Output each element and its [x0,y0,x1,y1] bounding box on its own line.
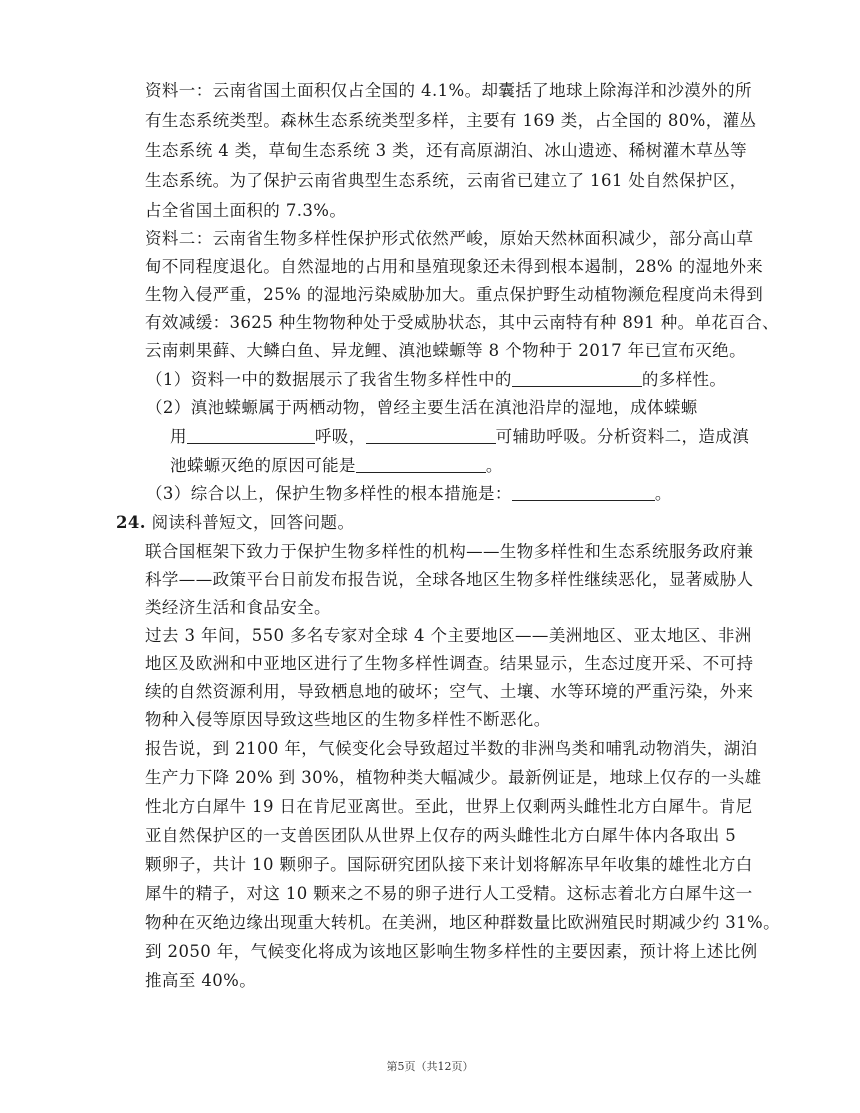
para1-line-1: 联合国框架下致力于保护生物多样性的机构——生物多样性和生态系统服务政府兼 [145,542,754,561]
question-2-text-c: 可辅助呼吸。分析资料二，造成滇 [495,427,750,446]
material2-line-1: 资料二：云南省生物多样性保护形式依然严峻，原始天然林面积减少，部分高山草 [145,229,754,248]
material2-line-5: 云南刺果藓、大鳞白鱼、异龙鲤、滇池蝾螈等 8 个物种于 2017 年已宣布灭绝。 [145,341,746,360]
answer-blank-1[interactable] [512,370,642,387]
question-2-text-b: 呼吸， [314,427,366,446]
answer-blank-2b[interactable] [366,427,496,444]
material1-line-2: 有生态系统类型。森林生态系统类型多样，主要有 169 类，占全国的 80%，灌丛 [145,111,757,130]
question-number: 24. [116,513,146,532]
question-2-line-3 [170,456,503,476]
question-24-title: 阅读科普短文，回答问题。 [151,513,355,532]
material1-line-5: 占全省国土面积的 7.3%。 [145,201,347,220]
para2-line-4: 物种入侵等原因导致这些地区的生物多样性不断恶化。 [145,710,551,729]
para3-line-5: 颗卵子，共计 10 颗卵子。国际研究团队接下来计划将解冻早年收集的雄性北方白 [145,855,753,874]
para3-line-2: 生产力下降 20% 到 30%，植物种类大幅减少。最新例证是，地球上仅存的一头雄 [145,768,762,787]
material2-line-2: 甸不同程度退化。自然湿地的占用和垦殖现象还未得到根本遏制，28% 的湿地外来 [145,257,764,276]
para1-line-3: 类经济生活和食品安全。 [145,598,331,617]
para2-line-2: 地区及欧洲和中亚地区进行了生物多样性调查。结果显示，生态过度开采、不可持 [145,654,754,673]
para3-line-4: 亚自然保护区的一支兽医团队从世界上仅存的两头雌性北方白犀牛体内各取出 5 [145,826,737,845]
material1-line-1: 资料一：云南省国土面积仅占全国的 4.1%。却囊括了地球上除海洋和沙漠外的所 [145,81,752,100]
question-2-line-1: （2）滇池蝾螈属于两栖动物，曾经主要生活在滇池沿岸的湿地，成体蝾螈 [146,398,698,417]
question-1 [146,370,726,390]
question-3-text: （3）综合以上，保护生物多样性的根本措施是： [146,484,512,503]
material1-line-4: 生态系统。为了保护云南省典型生态系统，云南省已建立了 161 处自然保护区， [145,171,747,190]
question-2-text-e: 。 [485,456,503,475]
answer-blank-2a[interactable] [187,427,315,444]
question-1-text: （1）资料一中的数据展示了我省生物多样性中的 [146,370,512,389]
para3-line-1: 报告说，到 2100 年，气候变化会导致超过半数的非洲鸟类和哺乳动物消失，湖泊 [145,739,758,758]
material1-line-3: 生态系统 4 类，草甸生态系统 3 类，还有高原湖泊、冰山遗迹、稀树灌木草丛等 [145,141,748,160]
para3-line-7: 物种在灭绝边缘出现重大转机。在美洲，地区种群数量比欧洲殖民时期减少约 31%。 [145,913,781,932]
material2-line-4: 有效减缓：3625 种生物物种处于受威胁状态，其中云南特有种 891 种。单花百合、 [145,313,780,332]
question-1-tail: 的多样性。 [641,370,727,389]
para3-line-3: 性北方白犀牛 19 日在肯尼亚离世。至此，世界上仅剩两头雌性北方白犀牛。肯尼 [145,797,753,816]
para1-line-2: 科学——政策平台日前发布报告说，全球各地区生物多样性继续恶化，显著威胁人 [145,570,754,589]
para3-line-9: 推高至 40%。 [145,971,257,990]
material2-line-3: 生物入侵严重，25% 的湿地污染威胁加大。重点保护野生动植物濒危程度尚未得到 [145,285,764,304]
answer-blank-3[interactable] [512,484,655,501]
question-2-line-2 [170,427,749,447]
para2-line-1: 过去 3 年间，550 多名专家对全球 4 个主要地区——美洲地区、亚太地区、非洲 [145,626,752,645]
question-3-tail: 。 [654,484,672,503]
question-24-heading [116,513,354,533]
para3-line-8: 到 2050 年，气候变化将成为该地区影响生物多样性的主要因素，预计将上述比例 [145,942,758,961]
question-3 [146,484,672,504]
question-2-text-d: 池蝾螈灭绝的原因可能是 [170,456,356,475]
page-footer: 第5页（共12页） [386,1060,474,1073]
answer-blank-2c[interactable] [356,456,486,473]
para2-line-3: 续的自然资源利用，导致栖息地的破坏；空气、土壤、水等环境的严重污染，外来 [145,682,754,701]
para3-line-6: 犀牛的精子，对这 10 颗来之不易的卵子进行人工受精。这标志着北方白犀牛这一 [145,884,753,903]
question-2-text-a: 用 [170,427,187,446]
